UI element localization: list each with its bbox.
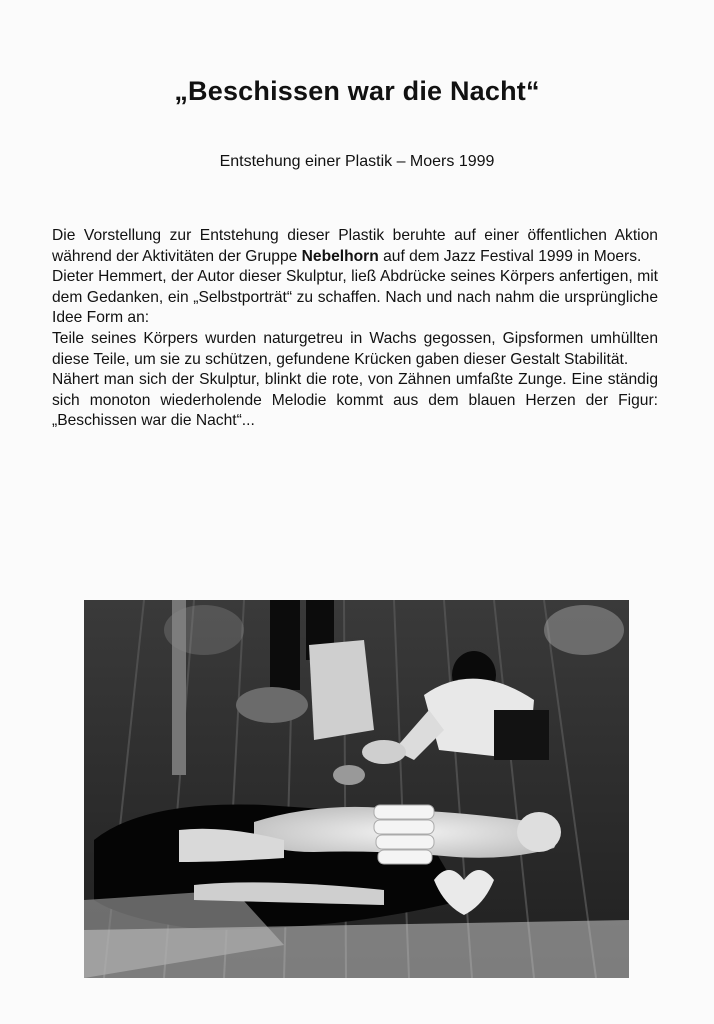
paragraph-melody: Nähert man sich der Skulptur, blinkt die rote, von Zähnen umfaßte Zunge. Eine ständig sich monoton wiederholende Melodie kommt aus dem blauen Herzen der Figur: „Beschissen war die Nacht“...: [52, 371, 658, 430]
paragraph-intro-text: Die Vorstellung zur Entstehung dieser Plastik beruhte auf einer öffentlichen Aktion während der Aktivitäten der Gruppe: [52, 227, 658, 265]
page-title: „Beschissen war die Nacht“: [174, 76, 540, 106]
sculpture-photo: [84, 600, 629, 978]
photograph-icon: [84, 600, 629, 978]
paragraph-material: Teile seines Körpers wurden naturgetreu in Wachs gegossen, Gipsformen umhüllten diese Teile, um sie zu schützen, gefundene Krücken gaben dieser Gestalt Stabilität.: [52, 329, 658, 368]
body-text: [52, 226, 658, 432]
page-subtitle: Entstehung einer Plastik – Moers 1999: [219, 153, 495, 170]
paragraph-intro: [52, 226, 658, 267]
group-name: Nebelhorn: [301, 247, 379, 265]
paragraph-intro-end: auf dem Jazz Festival 1999 in Moers.: [378, 247, 642, 265]
paragraph-author: Dieter Hemmert, der Autor dieser Skulptur, ließ Abdrücke seines Körpers anfertigen, mit dem Gedanken, ein „Selbstporträt“ zu schaffen. Nach und nach nahm die ursprüngliche Idee Form an:: [52, 268, 658, 327]
